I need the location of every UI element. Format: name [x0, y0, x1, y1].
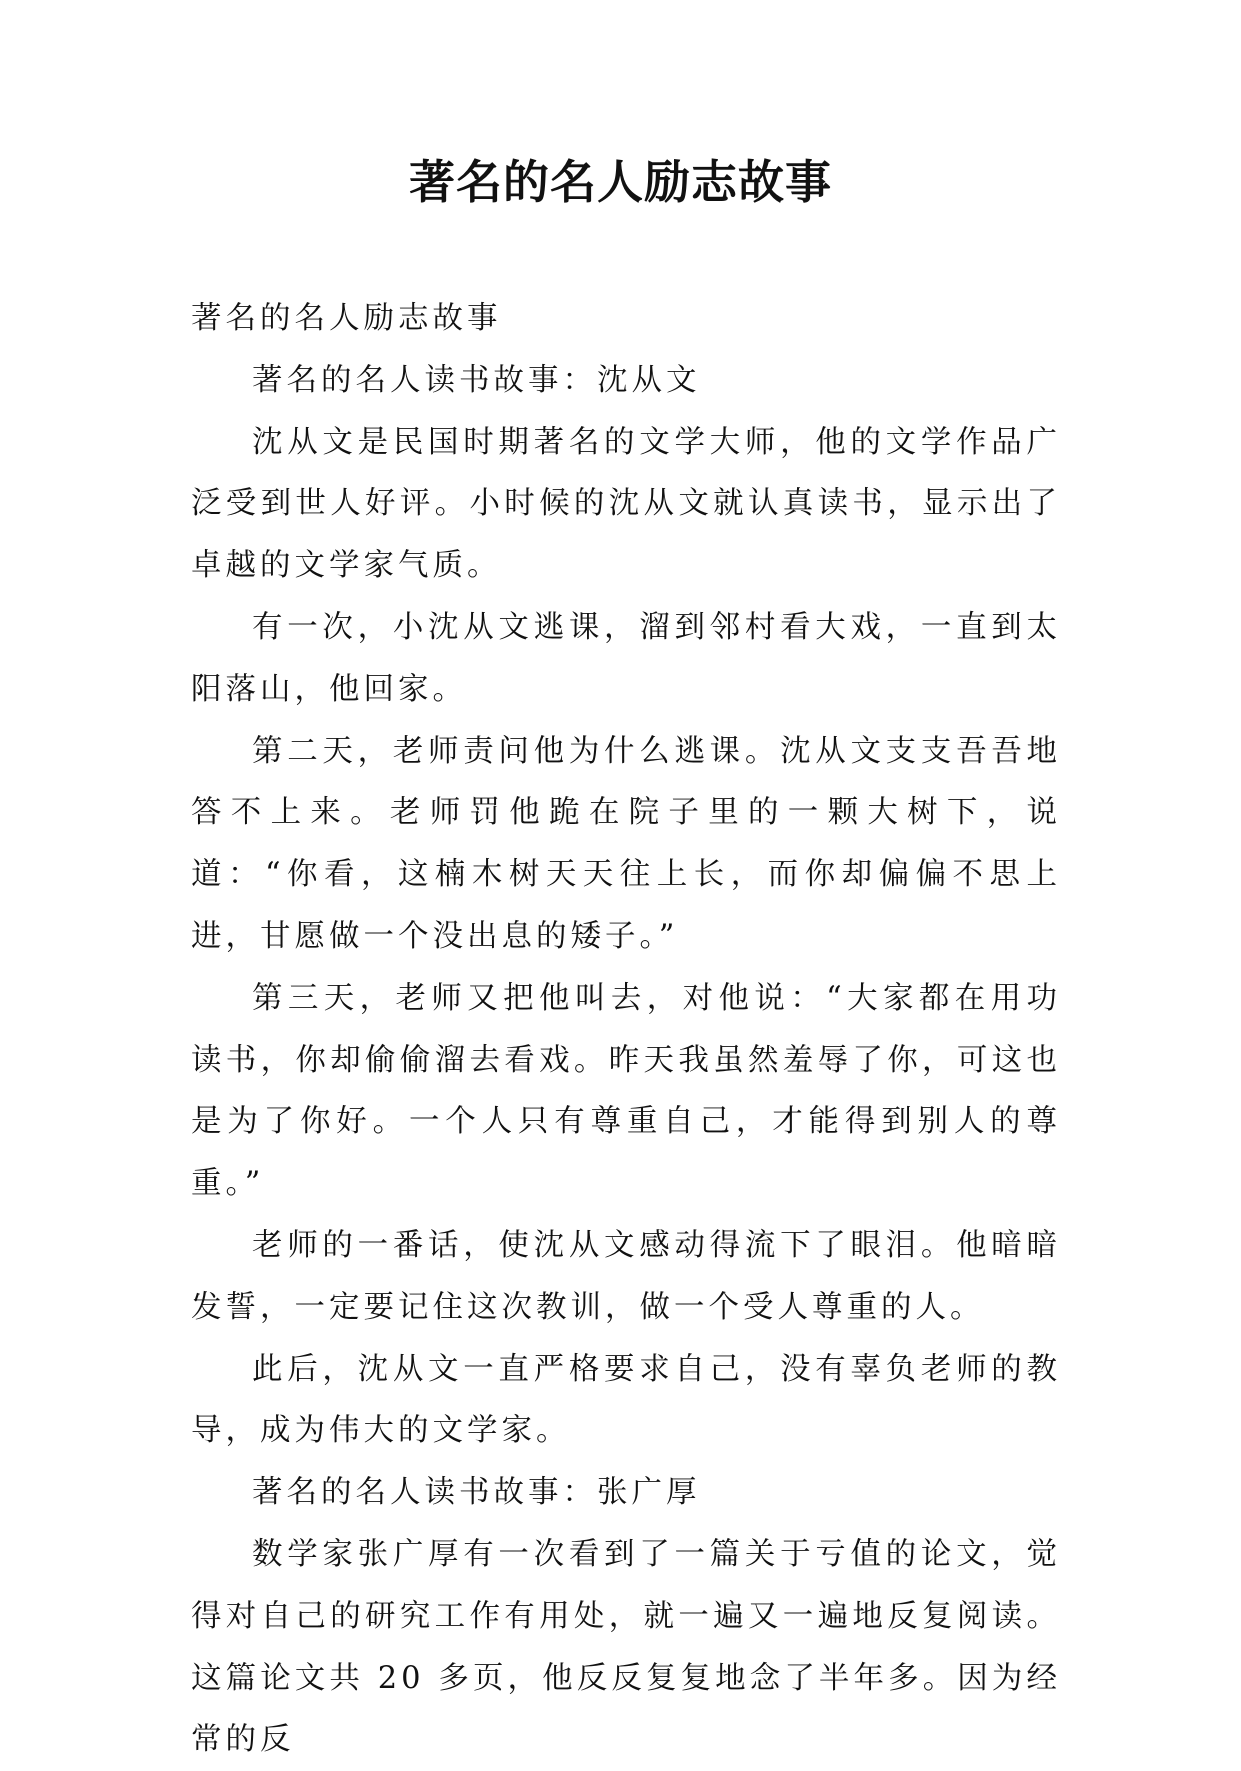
paragraph: 沈从文是民国时期著名的文学大师，他的文学作品广泛受到世人好评。小时候的沈从文就认真读书，显示出了卓越的文学家气质。: [191, 424, 1061, 584]
document-title: 著名的名人励志故事: [409, 155, 832, 209]
paragraph: 此后，沈从文一直严格要求自己，没有辜负老师的教导，成为伟大的文学家。: [191, 1351, 1061, 1449]
paragraph: 第二天，老师责问他为什么逃课。沈从文支支吾吾地答不上来。老师罚他跪在院子里的一颗大树下，说道：“你看，这楠木树天天往上长，而你却偏偏不思上进，甘愿做一个没出息的矮子。”: [191, 733, 1061, 954]
paragraph: 老师的一番话，使沈从文感动得流下了眼泪。他暗暗发誓，一定要记住这次教训，做一个受人尊重的人。: [191, 1227, 1061, 1325]
paragraph: 有一次，小沈从文逃课，溜到邻村看大戏，一直到太阳落山，他回家。: [191, 609, 1061, 707]
paragraph: 数学家张广厚有一次看到了一篇关于亏值的论文，觉得对自己的研究工作有用处，就一遍又一遍地反复阅读。这篇论文共 20 多页，他反反复复地念了半年多。因为经常的反: [191, 1536, 1061, 1758]
paragraph: 著名的名人读书故事：张广厚: [252, 1475, 701, 1511]
document-body: [191, 288, 1061, 1771]
paragraph: 著名的名人励志故事: [191, 301, 502, 336]
paragraph: 第三天，老师又把他叫去，对他说：“大家都在用功读书，你却偷偷溜去看戏。昨天我虽然羞辱了你，可这也是为了你好。一个人只有尊重自己，才能得到别人的尊重。”: [191, 980, 1061, 1202]
paragraph: 著名的名人读书故事：沈从文: [252, 362, 701, 398]
